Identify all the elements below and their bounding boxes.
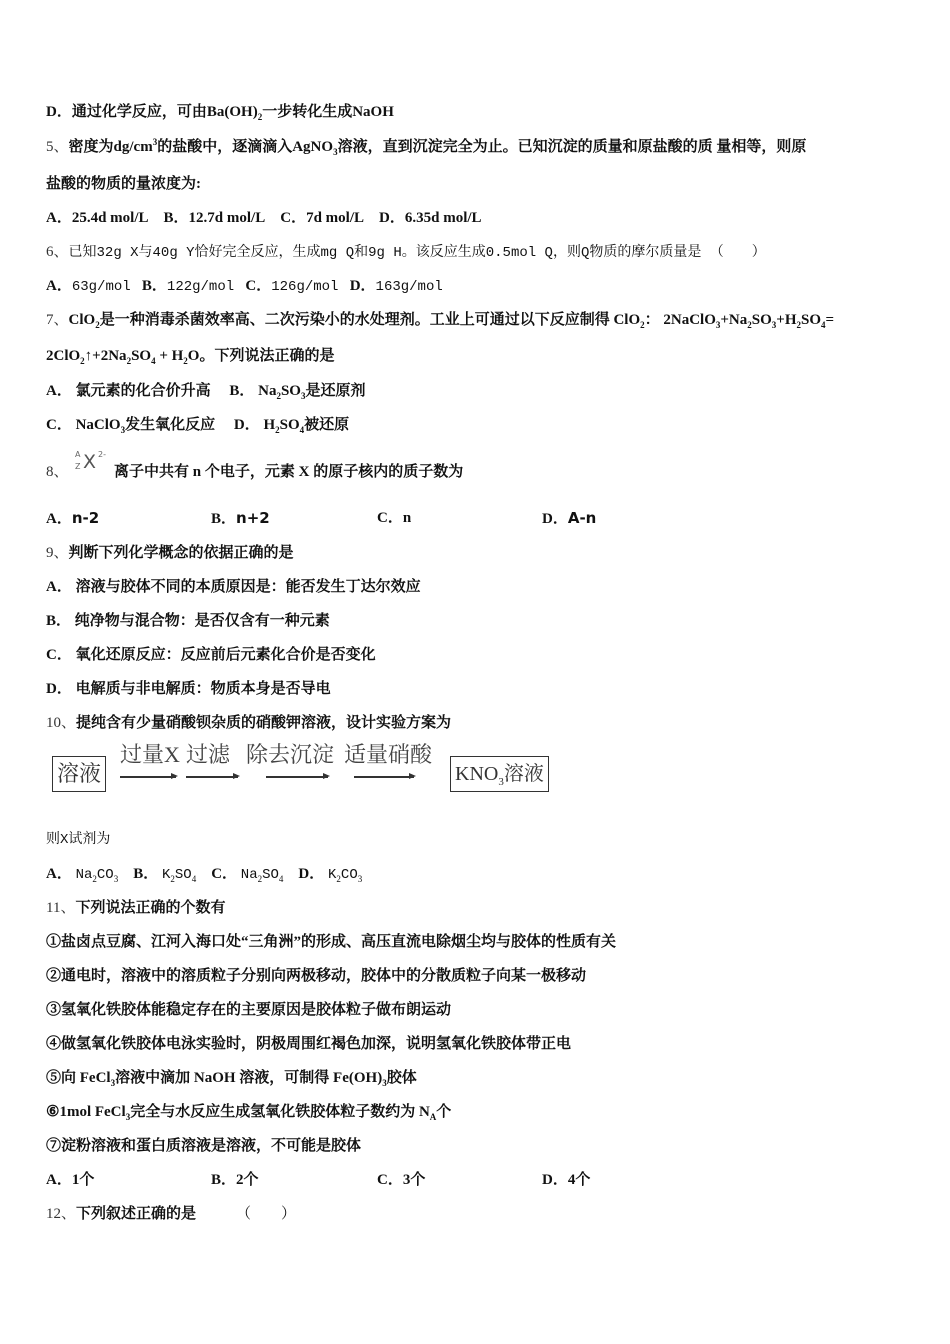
q6-options [46,276,443,297]
q7-options-cd [46,415,349,435]
formula: ↑+2Na [84,348,127,364]
formula: SO [262,867,279,883]
subscript: 2 [80,356,85,366]
option-text: 1个 [71,1172,95,1188]
q8-option-c [377,508,411,528]
statement-text: 溶液，可制得 [235,1070,334,1086]
q11-option-a [46,1170,94,1190]
subscript: 3 [498,776,504,788]
answer-blank: （ ） [236,1206,297,1222]
option-label: A． [46,579,72,595]
formula: KNO [455,763,499,785]
option-d: 163g/mol [375,279,443,295]
question-number: 7、 [46,312,69,328]
question-number: 12、 [46,1206,77,1222]
option-label: B． [229,383,255,399]
subscript: 2 [276,391,281,401]
q11-stem [46,898,225,918]
q9-option-b [46,611,330,631]
formula: SO [801,312,822,328]
option-label: C． [377,1172,403,1188]
option-text: A-n [567,509,597,527]
option-label: D． [379,210,405,226]
formula: NaOH [193,1070,236,1086]
subscript: 3 [357,874,363,884]
subscript: 4 [151,356,156,366]
option-label: C． [245,278,272,294]
q5-stem-line2: 盐酸的物质的量浓度为: [46,176,201,192]
subscript: 4 [191,874,197,884]
formula: 2ClO [46,348,81,364]
ion-charge: 2- [98,450,106,459]
q11-statement-2: ②通电时，溶液中的溶质粒子分别向两极移动，胶体中的分散质粒子向某一极移动 [46,968,587,984]
option-b: 是还原剂 [305,383,366,399]
option-d: 6.35d mol/L [404,210,482,226]
statement-text: 完全与水反应生成氢氧化铁胶体粒子数约为 [130,1104,419,1120]
formula: Na [258,383,277,399]
subscript: 3 [382,1078,387,1088]
subscript: 2 [170,874,175,884]
q9-option-c [46,645,376,665]
formula: 2NaClO [663,312,716,328]
option-label: B． [46,613,72,629]
formula: SO [131,348,152,364]
q9-option-d [46,679,331,699]
step-remove-precipitate: 除去沉淀 [246,742,335,767]
q10-followup: 则X试剂为 [46,832,111,848]
option-text: 通过化学反应，可由 [71,104,207,120]
option-label: D． [298,866,325,882]
q8-number [46,462,69,482]
subscript: 4 [278,874,284,884]
option-c: 发生氧化反应 [125,417,216,433]
subscript: 3 [300,391,306,401]
q7-stem-line2 [46,346,334,366]
question-number: 11、 [46,900,76,916]
subscript: 2 [257,874,263,884]
formula: Na [75,867,93,883]
option-b: 122g/mol [166,279,235,295]
q12-stem [46,1204,296,1224]
formula: SO [279,417,300,433]
option-label: D． [349,278,376,294]
option-label: D． [46,681,72,697]
option-label: D． [542,511,568,527]
option-text: 电解质与非电解质：物质本身是否导电 [75,681,331,697]
statement-text: ⑤向 [46,1070,80,1086]
subscript: 4 [299,425,305,435]
q11-option-b [211,1170,259,1190]
q9-option-a [46,577,421,597]
subscript: 3 [110,1078,116,1088]
step-excess-x: 过量X [120,742,180,767]
q11-option-c [377,1170,425,1190]
subscript: 3 [113,874,119,884]
subscript: 2 [747,320,752,330]
option-label: C． [377,510,403,526]
question-number: 9、 [46,545,69,561]
option-text: n-2 [71,509,100,527]
option-label: C． [46,647,72,663]
punct: ： [644,312,660,328]
q8-option-b [211,508,270,529]
formula: SO [174,867,192,883]
formula: Fe(OH) [333,1070,383,1086]
formula: SO [751,312,772,328]
formula: Ba(OH) [206,104,258,120]
arrow-icon [266,776,328,778]
superscript: 3 [152,137,158,147]
unit: dg/cm [113,139,153,155]
option-label: A． [46,278,72,294]
question-number: 10、 [46,715,77,731]
formula: +Na [720,312,748,328]
q5-options [46,208,482,228]
arrow-icon [186,776,238,778]
option-label: A． [46,866,72,882]
subscript: 2 [92,874,97,884]
question-text: 下列叙述正确的是 [76,1206,197,1222]
option-text: 氧化还原反应：反应前后元素化合价是否变化 [75,647,376,663]
subscript: 3 [120,425,126,435]
subscript: 3 [715,320,721,330]
option-label: D． [542,1172,568,1188]
subscript: 2 [183,356,188,366]
step-filter: 过滤 [186,742,231,767]
box-text: 溶液 [503,763,544,785]
q11-statement-1: ①盐卤点豆腐、江河入海口处“三角洲”的形成、高压直流电除烟尘均与胶体的性质有关 [46,934,617,950]
option-b: 12.7d mol/L [188,210,266,226]
subscript: 2 [257,112,263,122]
option-text: 一步转化生成 [262,104,353,120]
statement-text: 溶液中滴加 [115,1070,194,1086]
option-a: 氯元素的化合价升高 [75,383,211,399]
question-number: 6、 [46,244,69,260]
q10-stem [46,713,451,733]
purification-flowchart [52,742,562,798]
option-label: A． [46,210,72,226]
question-number: 8、 [46,464,69,480]
subscript: 3 [771,320,777,330]
question-text: 判断下列化学概念的依据正确的是 [68,545,294,561]
q8-option-a [46,508,99,529]
question-text: 离子中共有 [114,464,190,480]
q8-option-d [542,508,596,529]
option-label: C． [280,210,307,226]
formula: H [263,417,276,433]
question-text: 密度为 [68,139,114,155]
formula: AgNO [292,139,334,155]
element-symbol: X [83,451,97,473]
subscript: 3 [125,1112,131,1122]
formula: K [328,867,337,883]
option-text: n+2 [236,509,270,527]
formula: SO [280,383,301,399]
question-text: 提纯含有少量硝酸钡杂质的硝酸钾溶液，设计实验方案为 [76,715,452,731]
formula: NaClO [75,417,121,433]
subscript: 3 [333,147,338,157]
option-text: 溶液与胶体不同的本质原因是：能否发生丁达尔效应 [75,579,421,595]
mass-number: A [75,450,81,459]
subscript: 4 [821,320,826,330]
subscript: 2 [336,874,341,884]
q11-statement-4: ④做氢氧化铁胶体电泳实验时，阴极周围红褐色加深，说明氢氧化铁胶体带正电 [46,1036,572,1052]
variable: n [192,464,202,480]
option-text: n [402,510,412,526]
q5-stem [46,137,806,157]
option-c: 7d mol/L [306,210,365,226]
option-text: 3个 [402,1172,426,1188]
q11-statement-7: ⑦淀粉溶液和蛋白质溶液是溶液，不可能是胶体 [46,1138,362,1154]
formula: Na [240,867,258,883]
question-text: 。下列说法正确的是 [199,348,335,364]
subscript: 2 [640,320,645,330]
subscript: A [429,1112,437,1122]
formula: O [187,348,200,364]
statement-text: 个 [436,1104,452,1120]
formula: CO [340,867,358,883]
nuclide-symbol [72,450,112,474]
option-label: D． [46,104,72,120]
question-text: 是一种消毒杀菌效率高、二次污染小的水处理剂。工业上可通过以下反应制得 ClO [99,312,641,328]
option-label: B． [211,511,237,527]
option-d: 被还原 [304,417,350,433]
option-text: 4个 [567,1172,591,1188]
formula: 1mol FeCl [59,1104,126,1120]
option-label: B． [133,866,159,882]
option-a: 25.4d mol/L [71,210,149,226]
statement-text: 胶体 [386,1070,417,1086]
formula: CO [96,867,114,883]
q11-option-d [542,1170,590,1190]
q10-options [46,864,362,885]
q6-stem [46,242,766,263]
q4-option-d [46,102,394,122]
question-text: 下列说法正确的个数有 [75,900,226,916]
option-text: 纯净物与混合物：是否仅含有一种元素 [74,613,330,629]
option-text: 2个 [236,1172,259,1188]
variable: X [298,464,310,480]
subscript: 2 [126,356,132,366]
formula: K [161,867,171,883]
formula: + H [155,348,184,364]
option-label: B． [211,1172,237,1188]
atomic-number: Z [75,462,81,471]
question-text: 个电子，元素 [204,464,295,480]
formula: +H [776,312,797,328]
formula: FeCl [79,1070,111,1086]
start-box: 溶液 [52,756,106,792]
question-number: 5、 [46,139,69,155]
q7-stem [46,310,834,330]
subscript: 2 [796,320,801,330]
formula: NaOH [352,104,394,120]
q7-options-ab [46,381,366,401]
option-label: B． [141,278,167,294]
option-label: C． [46,417,72,433]
option-c: 126g/mol [271,279,339,295]
option-label: A． [46,1172,72,1188]
q9-stem [46,543,294,563]
question-text: 的原子核内的质子数为 [313,464,464,480]
statement-text: ⑥ [46,1104,60,1120]
formula: ClO [68,312,96,328]
option-label: A． [46,511,72,527]
q11-statement-6 [46,1102,451,1122]
equals-sign: = [825,312,835,328]
question-text: 溶液，直到沉淀完全为止。已知沉淀的质量和原盐酸的质 量相等，则原 [337,139,807,155]
question-text: 的盐酸中，逐滴滴入 [157,139,293,155]
option-label: C． [211,866,238,882]
arrow-icon [354,776,414,778]
option-label: B． [163,210,189,226]
option-a: 63g/mol [71,279,131,295]
end-box [450,756,549,792]
formula: N [418,1104,430,1120]
option-label: A． [46,383,72,399]
q11-statement-3: ③氢氧化铁胶体能稳定存在的主要原因是胶体粒子做布朗运动 [46,1002,452,1018]
option-label: D． [233,417,260,433]
subscript: 2 [275,425,280,435]
question-text: 已知32g X与40g Y恰好完全反应，生成mg Q和9g H。该反应生成0.5mol Q，则Q物质的摩尔质量是 （ ） [68,245,766,261]
step-nitric-acid: 适量硝酸 [344,742,433,767]
arrow-icon [120,776,176,778]
q11-statement-5 [46,1068,417,1088]
q8-stem [114,462,463,482]
subscript: 2 [95,320,100,330]
